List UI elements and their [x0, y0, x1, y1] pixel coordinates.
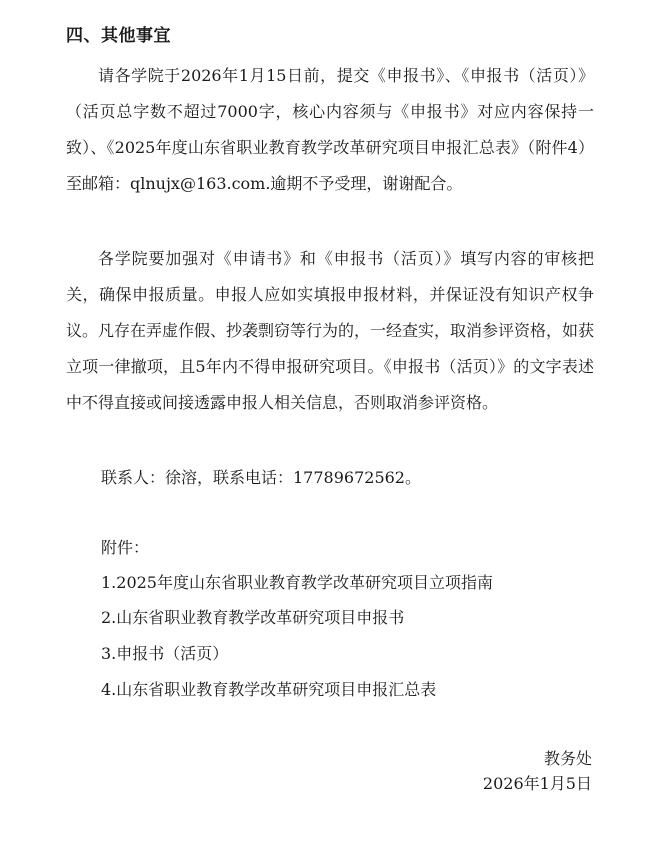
submission-paragraph: 请各学院于2026年1月15日前，提交《申报书》、《申报书（活页）》（活页总字数不超过7000字，核心内容须与《申报书》对应内容保持一致）、《2025年度山东省职业教育教学改革研究项目申报汇总表》（附件4）至邮箱：qlnujx@163.com.逾期不予受理，谢谢配合。	[66, 66, 594, 193]
attachments-title: 附件：	[101, 538, 150, 557]
signature-organization: 教务处	[543, 749, 592, 768]
contact-line: 联系人：徐溶，联系电话：17789672562。	[101, 468, 421, 487]
section-heading: 四、其他事宜	[66, 26, 171, 46]
attachment-item: 3.申报书（活页）	[101, 644, 229, 663]
attachment-item: 2.山东省职业教育教学改革研究项目申报书	[101, 608, 405, 627]
review-paragraph: 各学院要加强对《申请书》和《申报书（活页）》填写内容的审核把关，确保申报质量。申报人应如实填报申报材料，并保证没有知识产权争议。凡存在弄虚作假、抄袭剽窃等行为的，一经查实，取消参评资格，如获立项一律撤项，且5年内不得申报研究项目。《申报书（活页）》的文字表述中不得直接或间接透露申报人相关信息，否则取消参评资格。	[66, 249, 595, 412]
attachment-item: 4.山东省职业教育教学改革研究项目申报汇总表	[101, 680, 437, 699]
signature-date: 2026年1月5日	[482, 774, 592, 793]
attachment-item: 1.2025年度山东省职业教育教学改革研究项目立项指南	[101, 573, 493, 592]
